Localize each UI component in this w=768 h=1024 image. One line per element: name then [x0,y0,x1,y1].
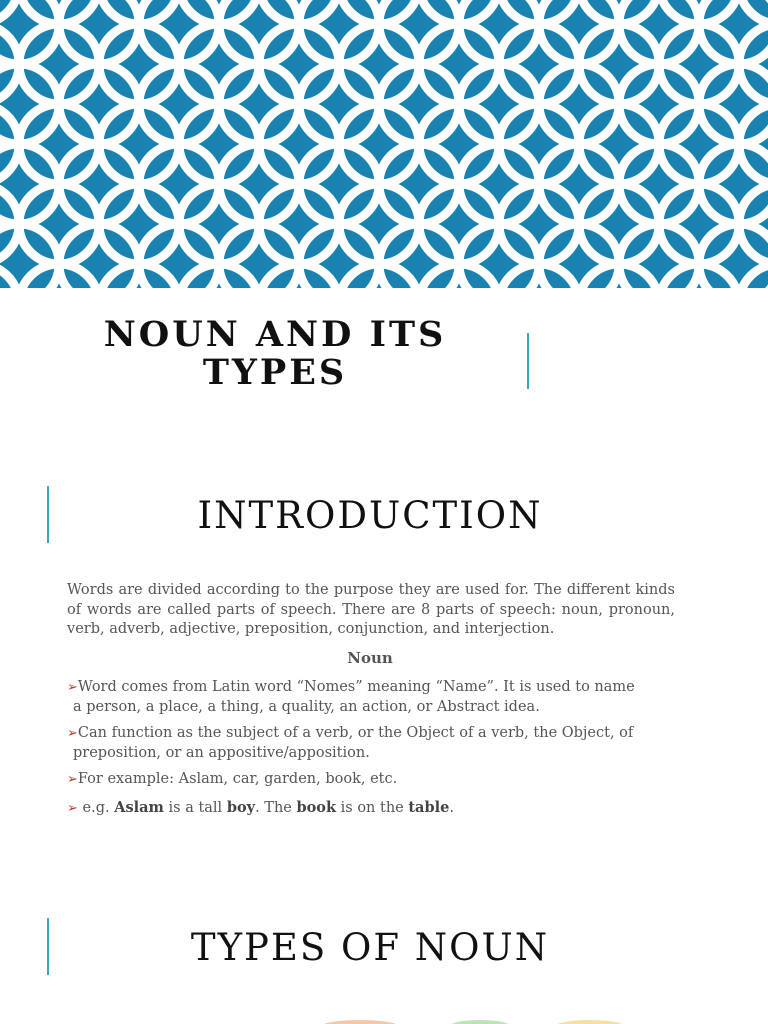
example-word: boy [226,799,256,816]
types-heading: TYPES OF NOUN [190,926,550,969]
bullet-line: Word comes from Latin word “Nomes” meaning “Name”. It is used to name [77,679,635,695]
example-word: book [296,799,337,816]
example-text: is on the [336,800,409,816]
diagram-preview [300,1012,660,1024]
cover-pattern [0,0,768,288]
example-text: e.g. [77,800,115,816]
arrow-bullet-icon: ➢ [67,772,78,787]
intro-paragraph: Words are divided according to the purpose they are used for. The different kinds of words are called parts of speech. There are 8 parts of speech: noun, pronoun, verb, adverb, adjective, preposition, conjunction, and interjection. [67,582,675,637]
bullet-line: For example: Aslam, car, garden, book, etc. [77,771,398,787]
example-word: table [408,799,450,816]
bullet-item [67,770,675,790]
bullet-line: preposition, or an appositive/apposition. [73,744,370,761]
bullet-line: Can function as the subject of a verb, or the Object of a verb, the Object, of [77,725,634,741]
cover-accent-line [527,333,529,389]
example-text: is a tall [163,800,227,816]
bullet-item [67,678,675,717]
bullet-item [67,724,675,763]
arrow-bullet-icon: ➢ [67,680,78,695]
noun-subheading: Noun [347,649,393,667]
example-word: Aslam [114,799,164,816]
arrow-bullet-icon: ➢ [67,726,78,741]
example-text: . The [255,800,297,816]
bullet-line: a person, a place, a thing, a quality, an action, or Abstract idea. [73,698,540,715]
arrow-bullet-icon: ➢ [67,801,78,816]
cover-title [90,316,460,392]
cover-title-line2: TYPES [202,352,348,393]
cover-title-line1: NOUN AND ITS [103,314,447,355]
intro-heading: INTRODUCTION [197,494,543,537]
example-bullet [67,798,675,819]
example-text: . [449,800,454,816]
